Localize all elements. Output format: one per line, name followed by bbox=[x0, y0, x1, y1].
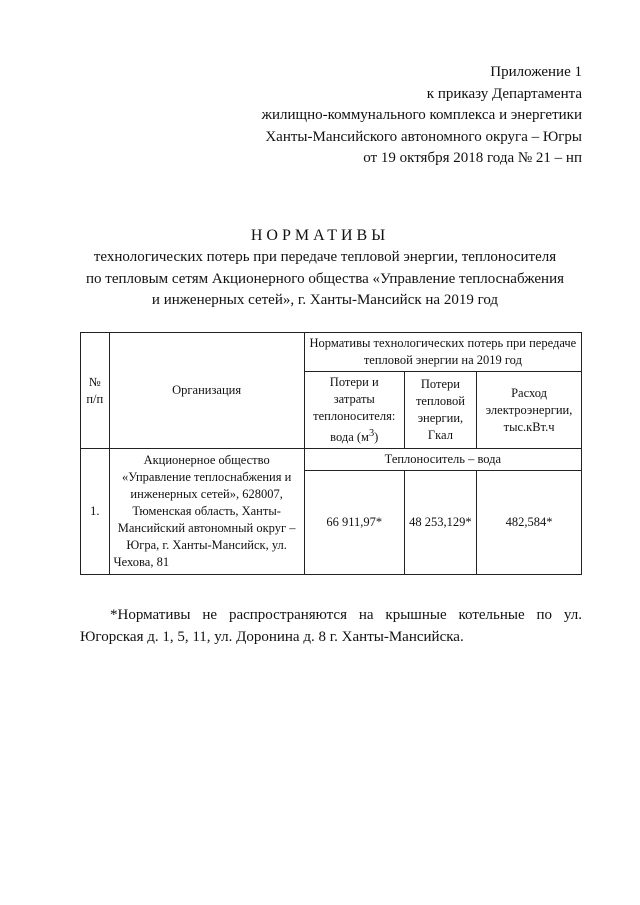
table-row bbox=[81, 449, 582, 471]
subtitle-line-1: технологических потерь при передаче тепловой энергии, теплоносителя bbox=[93, 249, 557, 265]
document-subtitle bbox=[70, 247, 580, 312]
header-water-loss-sup: 3 bbox=[368, 428, 375, 439]
appendix-line-4: Ханты-Мансийского автономного округа – Югры bbox=[265, 128, 582, 145]
appendix-line-2: к приказу Департамента bbox=[426, 85, 582, 102]
table-header-row-1 bbox=[81, 333, 582, 372]
row-heat: 48 253,129* bbox=[404, 471, 476, 575]
row-water: 66 911,97* bbox=[304, 471, 404, 575]
header-water-loss bbox=[304, 372, 404, 449]
subtitle-line-2: по тепловым сетям Акционерного общества «Управление теплоснабжения bbox=[86, 270, 564, 287]
subtitle-line-3: и инженерных сетей», г. Ханты-Мансийск на 2019 год bbox=[151, 292, 499, 308]
header-group: Нормативы технологических потерь при передаче тепловой энергии на 2019 год bbox=[304, 333, 581, 372]
header-water-loss-end: ) bbox=[374, 430, 379, 445]
appendix-line-3: жилищно-коммунального комплекса и энергетики bbox=[261, 107, 582, 123]
row-power: 482,584* bbox=[477, 471, 582, 575]
appendix-line-1: Приложение 1 bbox=[490, 64, 582, 80]
header-heat-loss: Потери тепловой энергии, Гкал bbox=[404, 372, 476, 449]
header-power: Расход электроэнергии, тыс.кВт.ч bbox=[477, 372, 582, 449]
appendix-line-5: от 19 октября 2018 года № 21 – нп bbox=[363, 150, 582, 166]
document-title: НОРМАТИВЫ bbox=[250, 227, 390, 244]
header-water-loss-text: Потери и затраты теплоносителя: вода (м bbox=[313, 375, 396, 445]
footnote: *Нормативы не распространяются на крышные котельные по ул. Югорская д. 1, 5, 11, ул. Доронина д. 8 г. Ханты-Мансийска. bbox=[80, 607, 582, 645]
row-org: Акционерное общество «Управление теплоснабжения и инженерных сетей», 628007, Тюменская область, Ханты-Мансийский автономный округ – Югра, г. Ханты-Мансийск, ул. Чехова, 81 bbox=[109, 449, 304, 575]
norms-table bbox=[80, 332, 582, 575]
header-num: № п/п bbox=[81, 333, 110, 449]
header-org: Организация bbox=[109, 333, 304, 449]
appendix-header bbox=[162, 62, 582, 170]
row-num: 1. bbox=[81, 449, 110, 575]
section-label: Теплоноситель – вода bbox=[304, 449, 581, 471]
